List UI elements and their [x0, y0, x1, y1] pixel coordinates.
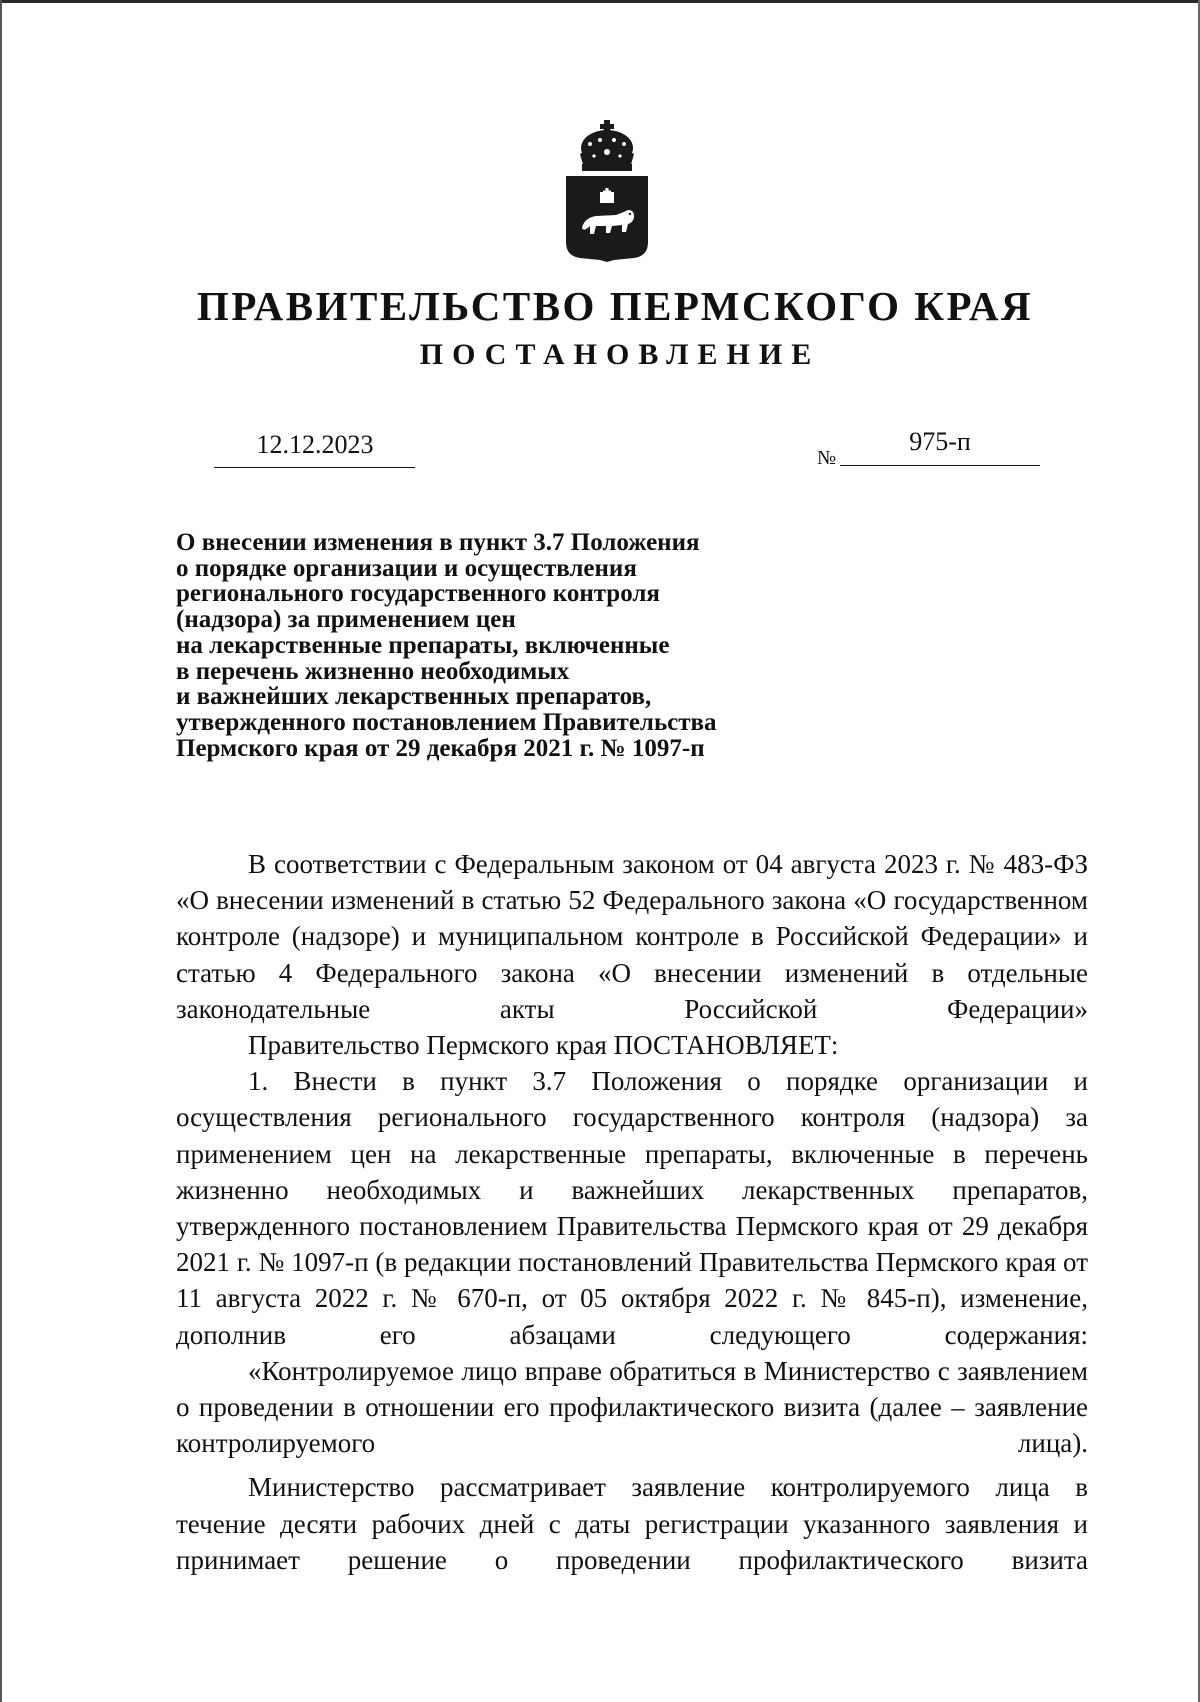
document-date: 12.12.2023	[256, 430, 374, 459]
body-paragraph-quote-2: Министерство рассматривает заявление контролируемого лица в течение десяти рабочих дней с даты регистрации указанного заявления и принимает решение о проведении профилактического визита	[176, 1472, 1088, 1575]
crown-icon	[580, 120, 634, 171]
subject-line: о порядке организации и осуществления	[176, 554, 637, 582]
subject-line: утвержденного постановлением Правительства	[176, 708, 717, 736]
scan-edge-top	[0, 0, 1200, 3]
perm-krai-coat-of-arms-icon	[564, 112, 650, 262]
subject-line: в перечень жизненно необходимых	[176, 657, 570, 685]
subject-line: (надзора) за применением цен	[176, 606, 516, 634]
subject-line: на лекарственные препараты, включенные	[176, 631, 670, 659]
body-paragraph-resolves: Правительство Пермского края ПОСТАНОВЛЯЕТ:	[248, 1030, 839, 1061]
subject-line: Пермского края от 29 декабря 2021 г. № 1097-п	[176, 734, 705, 762]
body-paragraph-quote-1: «Контролируемое лицо вправе обратиться в Министерство с заявлением о проведении в отношении его профилактического визита (далее – заявление контролируемого лица).	[176, 1355, 1088, 1459]
subject-line: регионального государственного контроля	[176, 580, 660, 608]
number-underline	[840, 465, 1040, 466]
document-number: 975-п	[909, 427, 971, 456]
subject-line: О внесении изменения в пункт 3.7 Положения	[176, 529, 700, 556]
body-paragraph-preamble: В соответствии с Федеральным законом от 04 августа 2023 г. № 483-ФЗ «О внесении изменений в статью 52 Федерального закона «О государственном контроле (надзоре) и муниципальном контроле в Российской Федерации» и статью 4 Федерального закона «О внесении изменений в отдельные законодательные акты Российской Федерации»	[176, 849, 1088, 1024]
scan-edge-left	[0, 0, 2, 1702]
date-underline	[214, 467, 415, 468]
document-type: ПОСТАНОВЛЕНИЕ	[419, 338, 821, 371]
document-body	[176, 846, 1088, 1578]
document-subject	[176, 530, 816, 761]
subject-line: и важнейших лекарственных препаратов,	[176, 683, 652, 711]
number-sign: №	[817, 447, 837, 469]
government-title: ПРАВИТЕЛЬСТВО ПЕРМСКОГО КРАЯ	[196, 283, 1034, 329]
body-paragraph-item-1: 1. Внести в пункт 3.7 Положения о порядке организации и осуществления регионального государственного контроля (надзора) за применением цен на лекарственные препараты, включенные в перечень жизненно необходимых и важнейших лекарственных препаратов, утвержденного постановлением Правительства Пермского края от 29 декабря 2021 г. № 1097-п (в редакции постановлений Правительства Пермского края от 11 августа 2022 г. № 670-п, от 05 октября 2022 г. № 845-п), изменение, дополнив его абзацами следующего содержания:	[176, 1066, 1088, 1350]
